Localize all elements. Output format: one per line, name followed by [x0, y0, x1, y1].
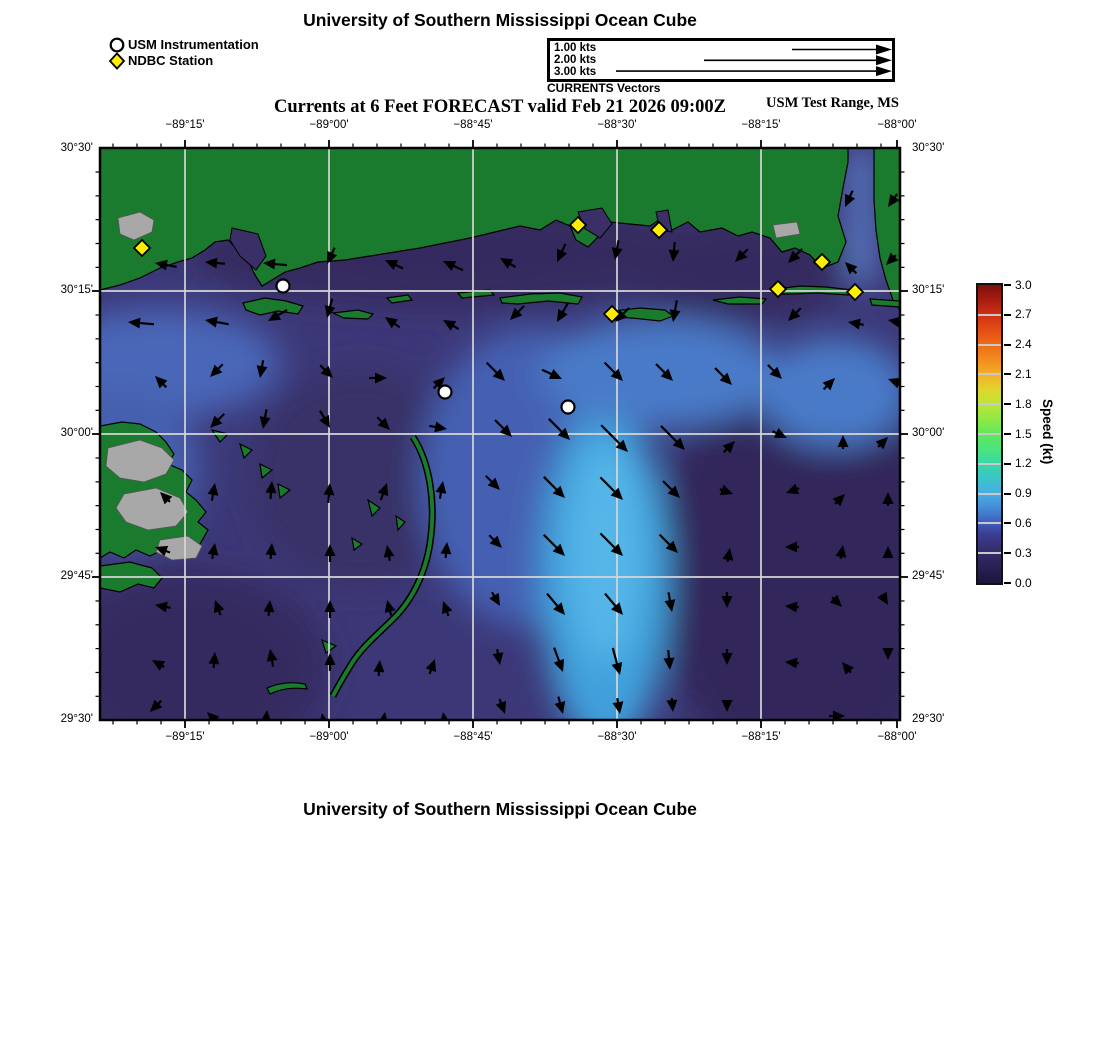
currents-map	[100, 148, 900, 720]
footer-title: University of Southern Mississippi Ocean Cube	[303, 799, 697, 819]
colorbar-title: Speed (kt)	[1040, 399, 1055, 465]
legend-ndbc-label: NDBC Station	[128, 53, 214, 68]
colorbar-tick	[1004, 582, 1011, 584]
y-tick-label-left: 30°30'	[60, 142, 93, 154]
ndbc-diamond-marker-icon	[110, 54, 124, 69]
vector-scale-box	[547, 38, 895, 82]
colorbar-gridline	[978, 522, 1001, 524]
usm-station-marker	[439, 386, 452, 399]
colorbar-tick	[1004, 403, 1011, 405]
scale-arrow-head	[876, 66, 892, 76]
colorbar	[976, 283, 1003, 585]
colorbar-tick	[1004, 373, 1011, 375]
vector-scale-caption: CURRENTS Vectors	[547, 81, 661, 95]
page-title: University of Southern Mississippi Ocean Cube	[303, 10, 697, 30]
y-tick-label-left: 30°15'	[60, 284, 93, 296]
colorbar-tick	[1004, 552, 1011, 554]
colorbar-gridline	[978, 403, 1001, 405]
colorbar-tick-label: 1.8	[1015, 396, 1032, 411]
colorbar-gridline	[978, 373, 1001, 375]
x-tick-label-bottom: −89°00'	[309, 731, 349, 743]
y-tick-label-left: 29°45'	[60, 570, 93, 582]
x-tick-label-bottom: −88°30'	[597, 731, 637, 743]
forecast-subtitle: Currents at 6 Feet FORECAST valid Feb 21 2026 09:00Z	[273, 97, 727, 117]
colorbar-tick-label: 1.2	[1015, 456, 1032, 471]
colorbar-tick	[1004, 463, 1011, 465]
x-tick-label-bottom: −89°15'	[165, 731, 205, 743]
scale-arrow-head	[876, 55, 892, 65]
x-tick-label-bottom: −88°15'	[741, 731, 781, 743]
colorbar-tick-label: 1.5	[1015, 426, 1032, 441]
y-tick-label-left: 30°00'	[60, 427, 93, 439]
colorbar-tick	[1004, 284, 1011, 286]
y-tick-label-left: 29°30'	[60, 713, 93, 725]
x-tick-label-top: −88°30'	[597, 119, 637, 131]
colorbar-tick-label: 2.7	[1015, 307, 1032, 322]
y-tick-label-right: 30°00'	[912, 427, 945, 439]
x-tick-label-bottom: −88°00'	[877, 731, 917, 743]
colorbar-tick-label: 0.3	[1015, 545, 1032, 560]
station-legend	[108, 36, 328, 70]
x-tick-label-top: −89°00'	[309, 119, 349, 131]
colorbar-gridline	[978, 433, 1001, 435]
usm-station-marker	[277, 280, 290, 293]
x-tick-label-top: −88°00'	[877, 119, 917, 131]
x-tick-label-top: −88°15'	[741, 119, 781, 131]
y-tick-label-right: 29°30'	[912, 713, 945, 725]
colorbar-gridline	[978, 314, 1001, 316]
colorbar-tick-label: 0.6	[1015, 515, 1032, 530]
legend-usm-label: USM Instrumentation	[128, 37, 259, 52]
vector-scale-3kt-label: 3.00 kts	[554, 66, 597, 78]
usm-circle-marker-icon	[111, 39, 124, 52]
scale-arrow-head	[876, 45, 892, 55]
colorbar-tick-label: 0.0	[1015, 575, 1032, 590]
colorbar-tick-label: 0.9	[1015, 486, 1032, 501]
x-tick-label-bottom: −88°45'	[453, 731, 493, 743]
x-tick-label-top: −88°45'	[453, 119, 493, 131]
y-tick-label-right: 29°45'	[912, 570, 945, 582]
colorbar-gridline	[978, 463, 1001, 465]
colorbar-gridline	[978, 552, 1001, 554]
colorbar-gridline	[978, 493, 1001, 495]
colorbar-tick	[1004, 433, 1011, 435]
vector-scale-2kt-label: 2.00 kts	[554, 54, 597, 66]
vector-scale-1kt-label: 1.00 kts	[554, 42, 597, 54]
colorbar-gradient	[978, 285, 1001, 583]
colorbar-tick-label: 3.0	[1015, 277, 1032, 292]
colorbar-gridline	[978, 344, 1001, 346]
region-label: USM Test Range, MS	[766, 95, 899, 111]
y-tick-label-right: 30°15'	[912, 284, 945, 296]
legend-symbols	[108, 36, 126, 70]
y-tick-label-right: 30°30'	[912, 142, 945, 154]
colorbar-tick	[1004, 493, 1011, 495]
usm-station-marker	[562, 401, 575, 414]
colorbar-tick-label: 2.1	[1015, 366, 1032, 381]
colorbar-tick-label: 2.4	[1015, 337, 1032, 352]
colorbar-tick	[1004, 314, 1011, 316]
colorbar-tick	[1004, 344, 1011, 346]
x-tick-label-top: −89°15'	[165, 119, 205, 131]
colorbar-tick	[1004, 522, 1011, 524]
vector-scale-arrows	[550, 41, 892, 79]
